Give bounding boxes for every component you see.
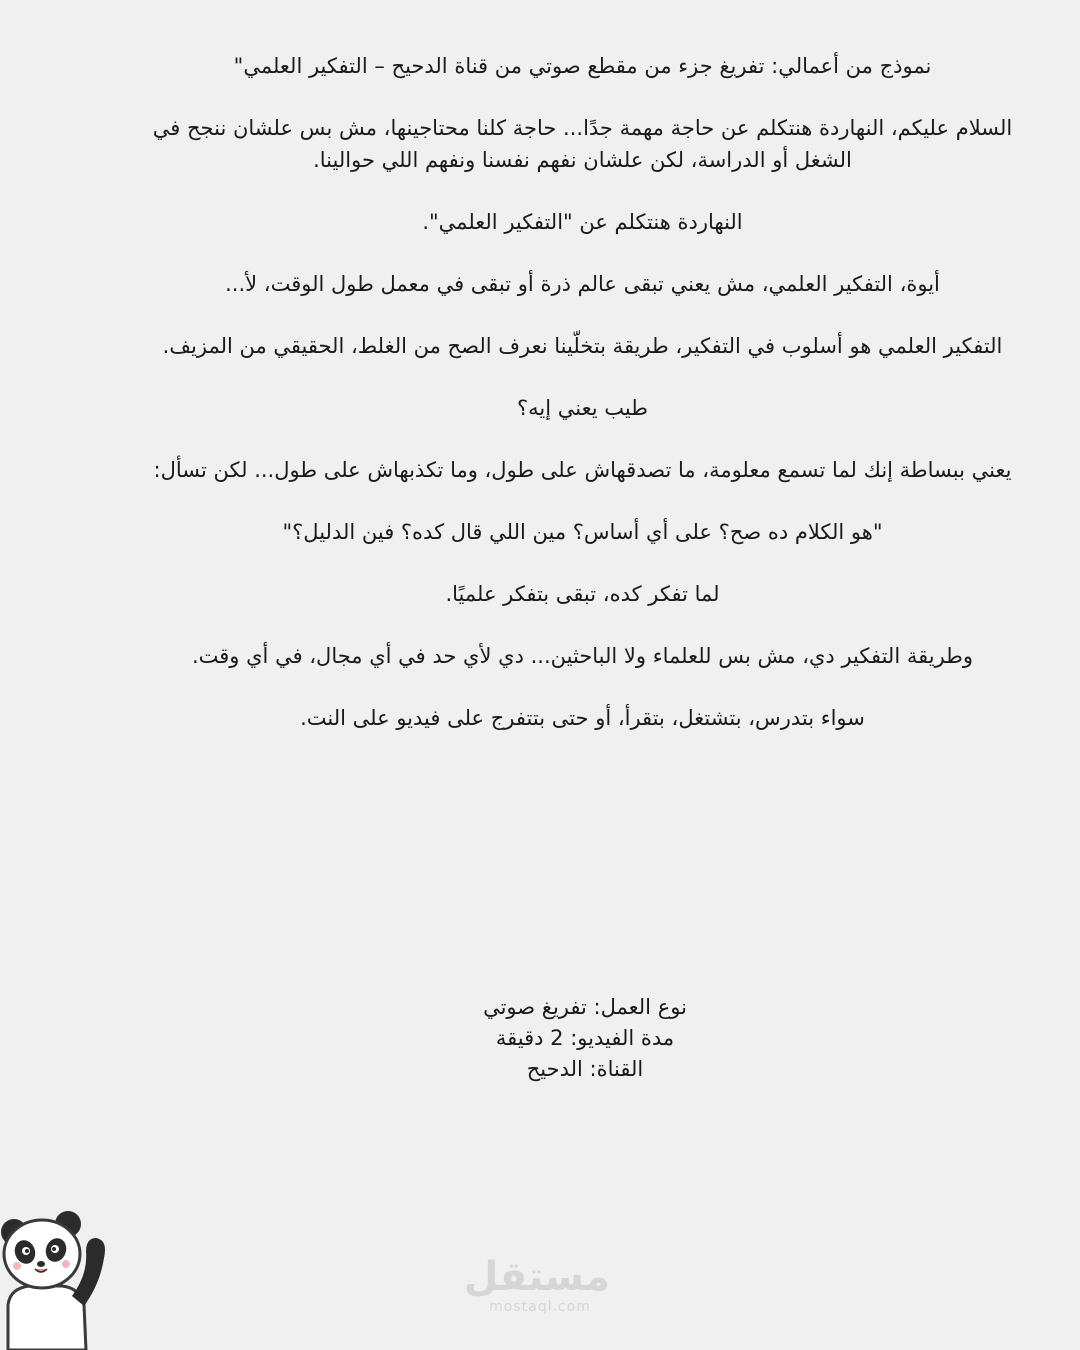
paragraph-examples: سواء بتدرس، بتشتغل، بتقرأ، أو حتى بتتفرج على فيديو على النت. (300, 706, 865, 730)
paragraph-greeting: السلام عليكم، النهاردة هنتكلم عن حاجة مهمة جدًا... حاجة كلنا محتاجينها، مش بس علشان ننجح في الشغل أو الدراسة، لكن علشان نفهم نفسنا ونفهم اللي حوالينا. (152, 116, 1013, 172)
mostaql-watermark (463, 1254, 610, 1315)
paragraph-clarify: أيوة، التفكير العلمي، مش يعني تبقى عالم ذرة أو تبقى في معمل طول الوقت، لأ... (225, 272, 940, 296)
panda-icon (0, 1210, 115, 1350)
paragraph-explanation: يعني ببساطة إنك لما تسمع معلومة، ما تصدقهاش على طول، وما تكذبهاش على طول... لكن تسأل: (153, 458, 1012, 482)
paragraph-scope: وطريقة التفكير دي، مش بس للعلماء ولا الباحثين... دي لأي حد في أي مجال، في أي وقت. (191, 644, 974, 668)
watermark-arabic: مستقل (463, 1254, 610, 1300)
channel-name: القناة: الدحيح (526, 1057, 644, 1081)
paragraph-definition: التفكير العلمي هو أسلوب في التفكير، طريقة بتخلّينا نعرف الصح من الغلط، الحقيقي من المزيف. (162, 334, 1003, 358)
paragraph-question: طيب يعني إيه؟ (517, 396, 648, 420)
paragraph-topic: النهاردة هنتكلم عن "التفكير العلمي". (422, 210, 743, 234)
work-info (380, 992, 790, 1085)
work-type: نوع العمل: تفريغ صوتي (483, 995, 687, 1019)
document-title: نموذج من أعمالي: تفريغ جزء من مقطع صوتي من قناة الدحيح – التفكير العلمي" (233, 54, 932, 78)
watermark-latin: mostaql.com (489, 1299, 591, 1315)
paragraph-quote: "هو الكلام ده صح؟ على أي أساس؟ مين اللي قال كده؟ فين الدليل؟" (282, 520, 883, 544)
video-duration: مدة الفيديو: 2 دقيقة (495, 1026, 675, 1050)
paragraph-conclusion: لما تفكر كده، تبقى بتفكر علميًا. (445, 582, 720, 606)
transcript-body (140, 50, 1025, 764)
